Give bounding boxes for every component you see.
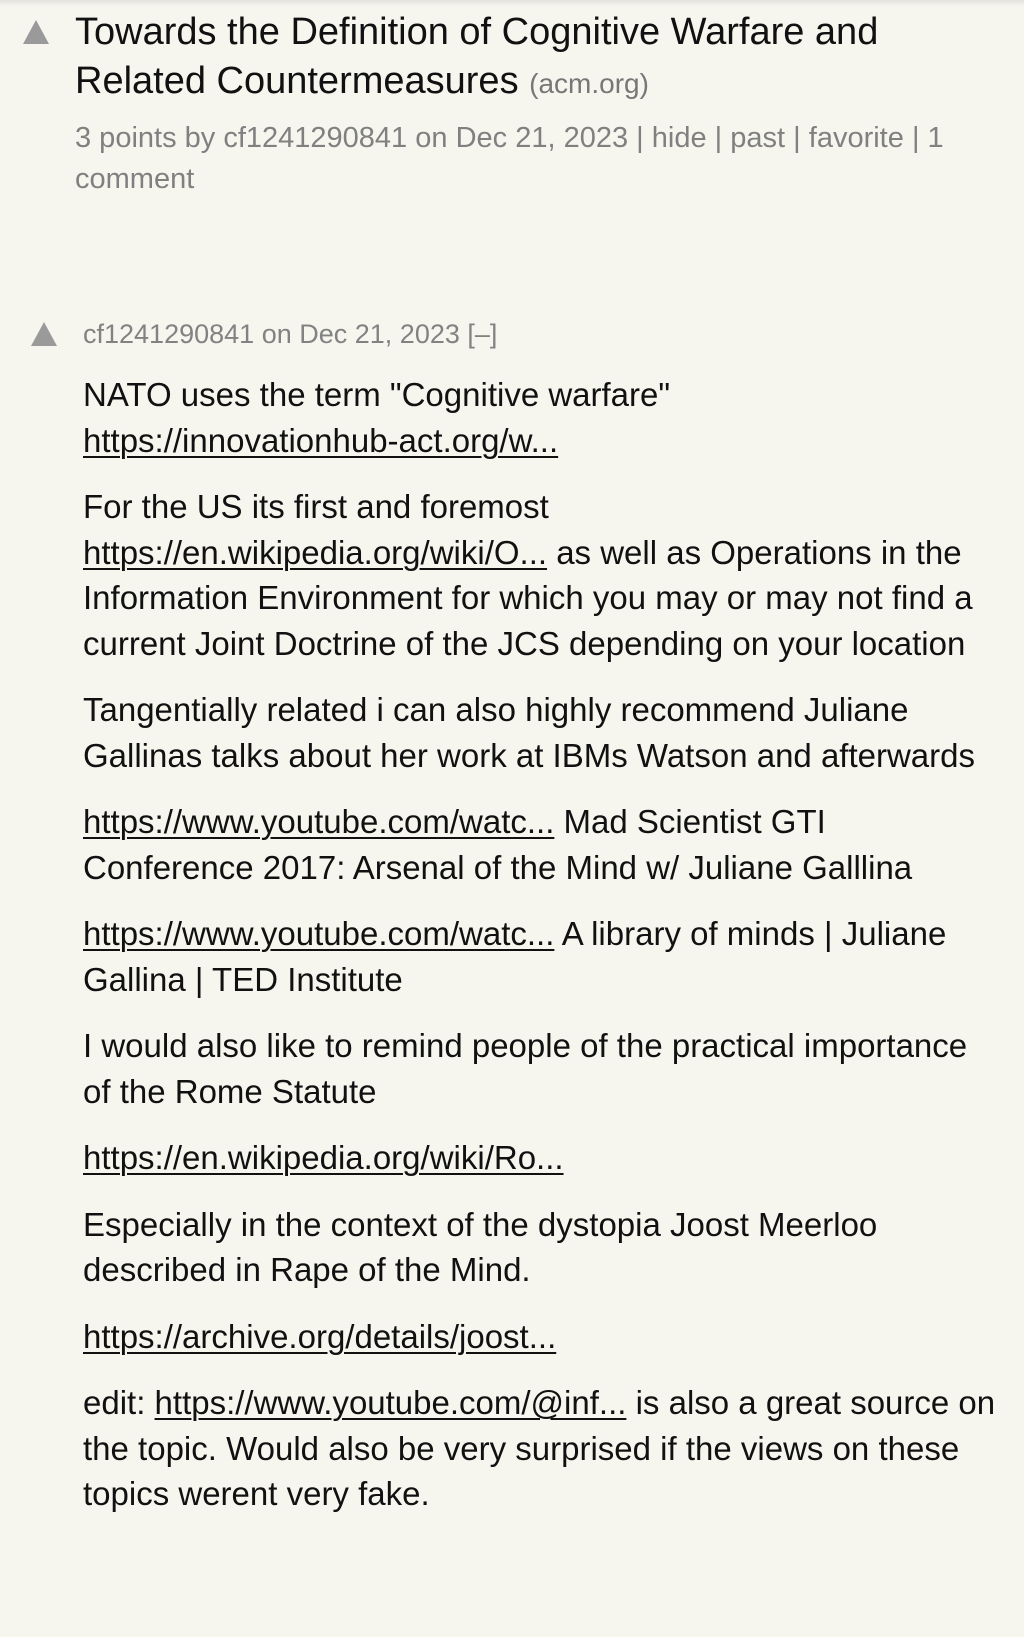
comment-paragraph <box>83 911 998 1002</box>
comment-link[interactable]: https://innovationhub-act.org/w... <box>83 421 559 459</box>
story-subline <box>75 118 990 200</box>
separator: | <box>793 122 801 154</box>
comment-on-label: on <box>261 319 292 349</box>
story-on-label: on <box>415 122 448 154</box>
comment-link[interactable]: https://archive.org/details/joost... <box>83 1317 557 1355</box>
comment-link[interactable]: https://www.youtube.com/watc... <box>83 915 555 952</box>
top-shadow <box>0 0 1024 6</box>
comment-text: is also a great source on the topic. Would also be very surprised if the views on these topics werent very fake. <box>83 1384 996 1512</box>
comment-paragraph <box>83 1314 998 1360</box>
story-user-link[interactable]: cf1241290841 <box>223 122 408 154</box>
comment-paragraph <box>83 687 998 778</box>
comment-link[interactable]: https://www.youtube.com/watc... <box>83 803 555 840</box>
upvote-arrow-icon[interactable] <box>23 20 49 44</box>
comment-text: as well as Operations in the Information Environment for which you may or may not find a current Joint Doctrine of the JCS depending on your location <box>83 533 973 662</box>
comment-user-link[interactable]: cf1241290841 <box>83 319 255 349</box>
comment-text: Mad Scientist GTI Conference 2017: Arsenal of the Mind w/ Juliane Galllina <box>83 803 913 886</box>
separator: | <box>636 122 644 154</box>
separator: | <box>714 122 723 154</box>
comment-paragraph <box>83 1202 998 1293</box>
comment-text: I would also like to remind people of the practical importance of the Rome Statute <box>83 1027 968 1110</box>
comment-link[interactable]: https://en.wikipedia.org/wiki/Ro... <box>83 1139 564 1176</box>
story-title-link[interactable]: Towards the Definition of Cognitive Warfare and Related Countermeasures <box>75 11 879 102</box>
comment-text: A library of minds | Juliane Gallina | TED Institute <box>83 915 947 998</box>
comment-text: For the US its first and foremost <box>83 488 549 525</box>
story-title <box>75 8 995 108</box>
comment-paragraph <box>83 1135 998 1181</box>
comment-text: Tangentially related i can also highly recommend Juliane Gallinas talks about her work at IBMs Watson and afterwards <box>83 691 975 774</box>
past-link[interactable]: past <box>730 122 786 154</box>
comment-text: Especially in the context of the dystopia Joost Meerloo described in Rape of the Mind. <box>83 1205 878 1288</box>
favorite-link[interactable]: favorite <box>808 122 904 154</box>
comment-paragraph <box>83 1023 998 1114</box>
story-date-link[interactable]: Dec 21, 2023 <box>455 122 629 154</box>
comment-body <box>83 372 998 1538</box>
comment-text: edit: <box>83 1384 146 1421</box>
collapse-toggle[interactable]: [–] <box>467 319 498 349</box>
comment-header <box>83 310 497 358</box>
story-site[interactable]: (acm.org) <box>529 68 649 99</box>
separator: | <box>911 122 920 154</box>
hide-link[interactable]: hide <box>651 122 707 154</box>
comment-paragraph <box>83 799 998 890</box>
comment-paragraph <box>83 372 998 463</box>
comment-paragraph <box>83 1380 998 1517</box>
comments-link[interactable]: 1 comment <box>75 122 944 195</box>
comment-text: NATO uses the term "Cognitive warfare" <box>83 376 671 413</box>
comment-link[interactable]: https://www.youtube.com/@inf... <box>154 1384 627 1421</box>
story-by-label: by <box>184 122 216 154</box>
comment-paragraph <box>83 484 998 666</box>
comment-date-link[interactable]: Dec 21, 2023 <box>299 319 460 349</box>
comment-upvote-arrow-icon[interactable] <box>31 322 57 346</box>
comment-link[interactable]: https://en.wikipedia.org/wiki/O... <box>83 533 548 571</box>
story-points: 3 points <box>75 122 177 154</box>
